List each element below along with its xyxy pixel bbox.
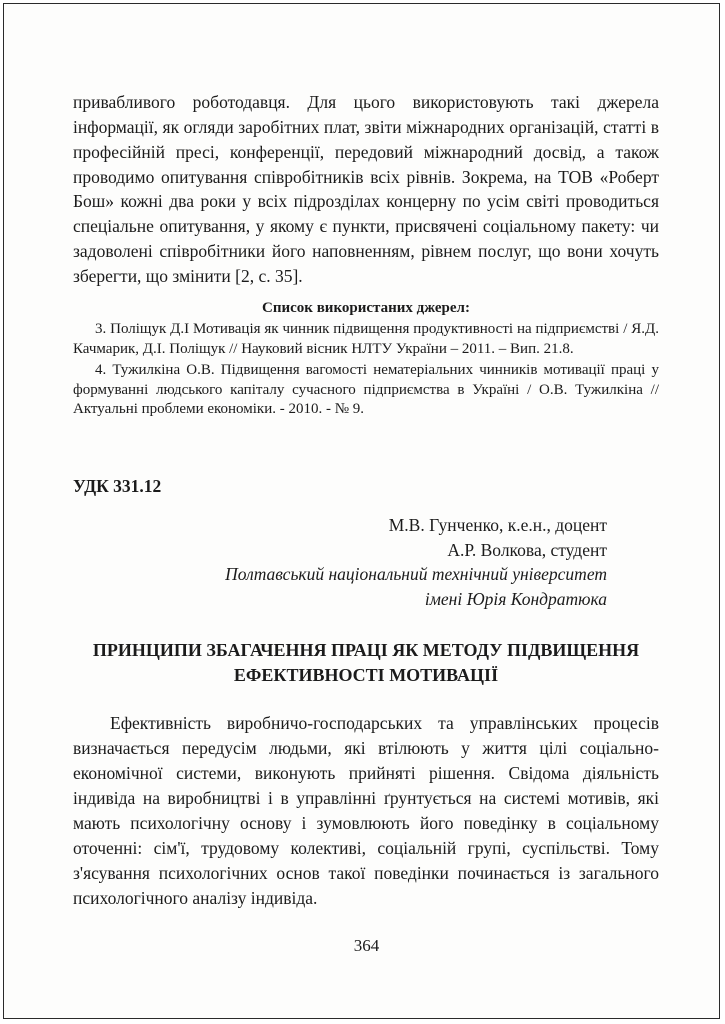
author-line-2: А.Р. Волкова, студент bbox=[447, 539, 607, 560]
page-content bbox=[73, 90, 659, 928]
page-number: 364 bbox=[353, 936, 380, 955]
article-title: ПРИНЦИПИ ЗБАГАЧЕННЯ ПРАЦІ ЯК МЕТОДУ ПІДВИЩЕННЯ ЕФЕКТИВНОСТІ МОТИВАЦІЇ bbox=[92, 640, 640, 686]
scanned-page bbox=[3, 3, 720, 1019]
authors-block bbox=[73, 513, 659, 612]
affiliation-line-2: імені Юрія Кондратюка bbox=[424, 589, 607, 610]
article-body-paragraph: Ефективність виробничо-господарських та управлінських процесів визначається передусім людьми, які втілюють у життя цілі соціально-економічної системи, виконують прийняті рішення. Свідома діяльність індивіда на виробництві і в управлінні ґрунтується на системі мотивів, які мають психологічну основу і зумовлюють його поведінку в соціальному оточенні: сім'ї, трудовому колективі, соціальній групі, суспільстві. Тому з'ясування психологічних основ такої поведінки починається із загального психологічного аналізу індивіда. bbox=[73, 712, 659, 908]
references-heading: Список використаних джерел: bbox=[262, 299, 470, 316]
reference-item-3: 3. Поліщук Д.І Мотивація як чинник підвищення продуктивності на підприємстві / Я.Д. Качмарик, Д.І. Поліщук // Науковий вісник НЛТУ України – 2011. – Вип. 21.8. bbox=[73, 321, 659, 357]
author-line-1: М.В. Гунченко, к.е.н., доцент bbox=[388, 514, 607, 535]
udc-code: УДК 331.12 bbox=[73, 475, 162, 496]
continued-paragraph: привабливого роботодавця. Для цього використовують такі джерела інформації, як огляди заробітних плат, звіти міжнародних організацій, статті в професійній пресі, конференції, передовий міжнародний досвід, а також проводимо опитування співробітників всіх рівнів. Зокрема, на ТОВ «Роберт Бош» кожні два роки у всіх підрозділах концерну по усім світі проводиться спеціальне опитування, у якому є пункти, присвячені соціальному пакету: чи задоволені співробітники його наповненням, рівнем послуг, що вони хочуть зберегти, що змінити [2, с. 35]. bbox=[73, 92, 659, 286]
affiliation-line-1: Полтавський національний технічний університет bbox=[225, 564, 607, 585]
reference-item-4: 4. Тужилкіна О.В. Підвищення вагомості нематеріальних чинників мотивації праці у формуванні людського капіталу сучасного підприємства в Україні / О.В. Тужилкіна // Актуальні проблеми економіки. - 2010. - № 9. bbox=[73, 362, 659, 418]
